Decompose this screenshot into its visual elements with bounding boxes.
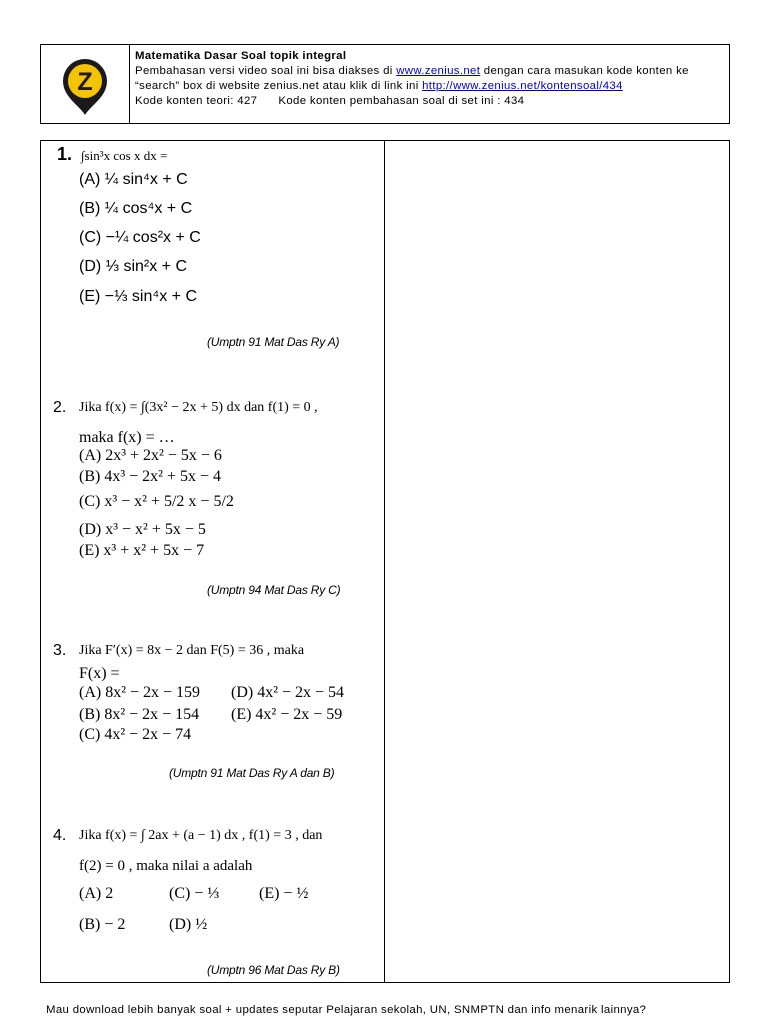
question-source: (Umptn 91 Mat Das Ry A) [207, 335, 340, 349]
document-header [40, 44, 730, 124]
option-d: (D) ⅓ sin²x + C [79, 258, 188, 275]
option-a: (A) 8x² − 2x − 159 [79, 684, 201, 701]
option-c: (C) x³ − x² + 5/2 x − 5/2 [79, 493, 234, 510]
option-e: (E) − ½ [259, 885, 309, 902]
questions-table [40, 140, 730, 983]
kontensoal-link[interactable]: http://www.zenius.net/kontensoal/434 [422, 80, 623, 92]
zenius-link[interactable]: www.zenius.net [396, 65, 481, 77]
logo-cell [41, 45, 130, 123]
question-stem: Jika F′(x) = 8x − 2 dan F(5) = 36 , maka [79, 643, 305, 658]
option-a: (A) 2x³ + 2x² − 5x − 6 [79, 447, 222, 464]
question-source: (Umptn 94 Mat Das Ry C) [207, 583, 341, 597]
option-c: (C) − ⅓ [169, 885, 220, 902]
option-d: (D) ½ [169, 916, 208, 933]
question-stem: Jika f(x) = ∫ 2ax + (a − 1) dx , f(1) = 3 , dan [79, 828, 323, 843]
question-stem: ∫sin³x cos x dx = [81, 148, 168, 163]
column-divider [384, 141, 385, 982]
option-c: (C) −¼ cos²x + C [79, 229, 201, 246]
header-line-3: Kode konten teori: 427 Kode konten pembahasan soal di set ini : 434 [135, 95, 525, 107]
question-number: 1. [57, 144, 73, 164]
option-e: (E) x³ + x² + 5x − 7 [79, 542, 205, 559]
header-line-2: “search” box di website zenius.net atau klik di link ini http://www.zenius.net/kontensoal/434 [135, 80, 623, 92]
option-d: (D) x³ − x² + 5x − 5 [79, 521, 206, 538]
question-stem-2: F(x) = [79, 665, 120, 682]
option-a: (A) ¼ sin⁴x + C [79, 171, 188, 188]
question-stem-2: maka f(x) = … [79, 429, 175, 446]
option-e: (E) 4x² − 2x − 59 [231, 706, 343, 723]
question-source: (Umptn 91 Mat Das Ry A dan B) [169, 766, 335, 780]
question-number: 2. [53, 399, 67, 416]
option-a: (A) 2 [79, 885, 114, 902]
question-number: 3. [53, 642, 67, 659]
question-stem: Jika f(x) = ∫(3x² − 2x + 5) dx dan f(1) = 0 , [79, 400, 318, 415]
question-stem-2: f(2) = 0 , maka nilai a adalah [79, 858, 253, 874]
zenius-logo [57, 53, 113, 117]
header-text [135, 49, 723, 109]
question-number: 4. [53, 827, 67, 844]
option-c: (C) 4x² − 2x − 74 [79, 726, 192, 743]
option-b: (B) 4x³ − 2x² + 5x − 4 [79, 468, 221, 485]
header-line-1: Pembahasan versi video soal ini bisa diakses di www.zenius.net dengan cara masukan kode konten ke [135, 65, 689, 77]
svg-text:Z: Z [77, 68, 93, 96]
footer-text: Mau download lebih banyak soal + updates seputar Pelajaran sekolah, UN, SNMPTN dan info menarik lainnya? [46, 1004, 647, 1016]
question-source: (Umptn 96 Mat Das Ry B) [207, 963, 340, 977]
document-title: Matematika Dasar Soal topik integral [135, 50, 347, 62]
option-b: (B) 8x² − 2x − 154 [79, 706, 200, 723]
option-b: (B) ¼ cos⁴x + C [79, 200, 193, 217]
top-rule [40, 140, 384, 141]
option-e: (E) −⅓ sin⁴x + C [79, 288, 198, 305]
option-b: (B) − 2 [79, 916, 126, 933]
option-d: (D) 4x² − 2x − 54 [231, 684, 345, 701]
